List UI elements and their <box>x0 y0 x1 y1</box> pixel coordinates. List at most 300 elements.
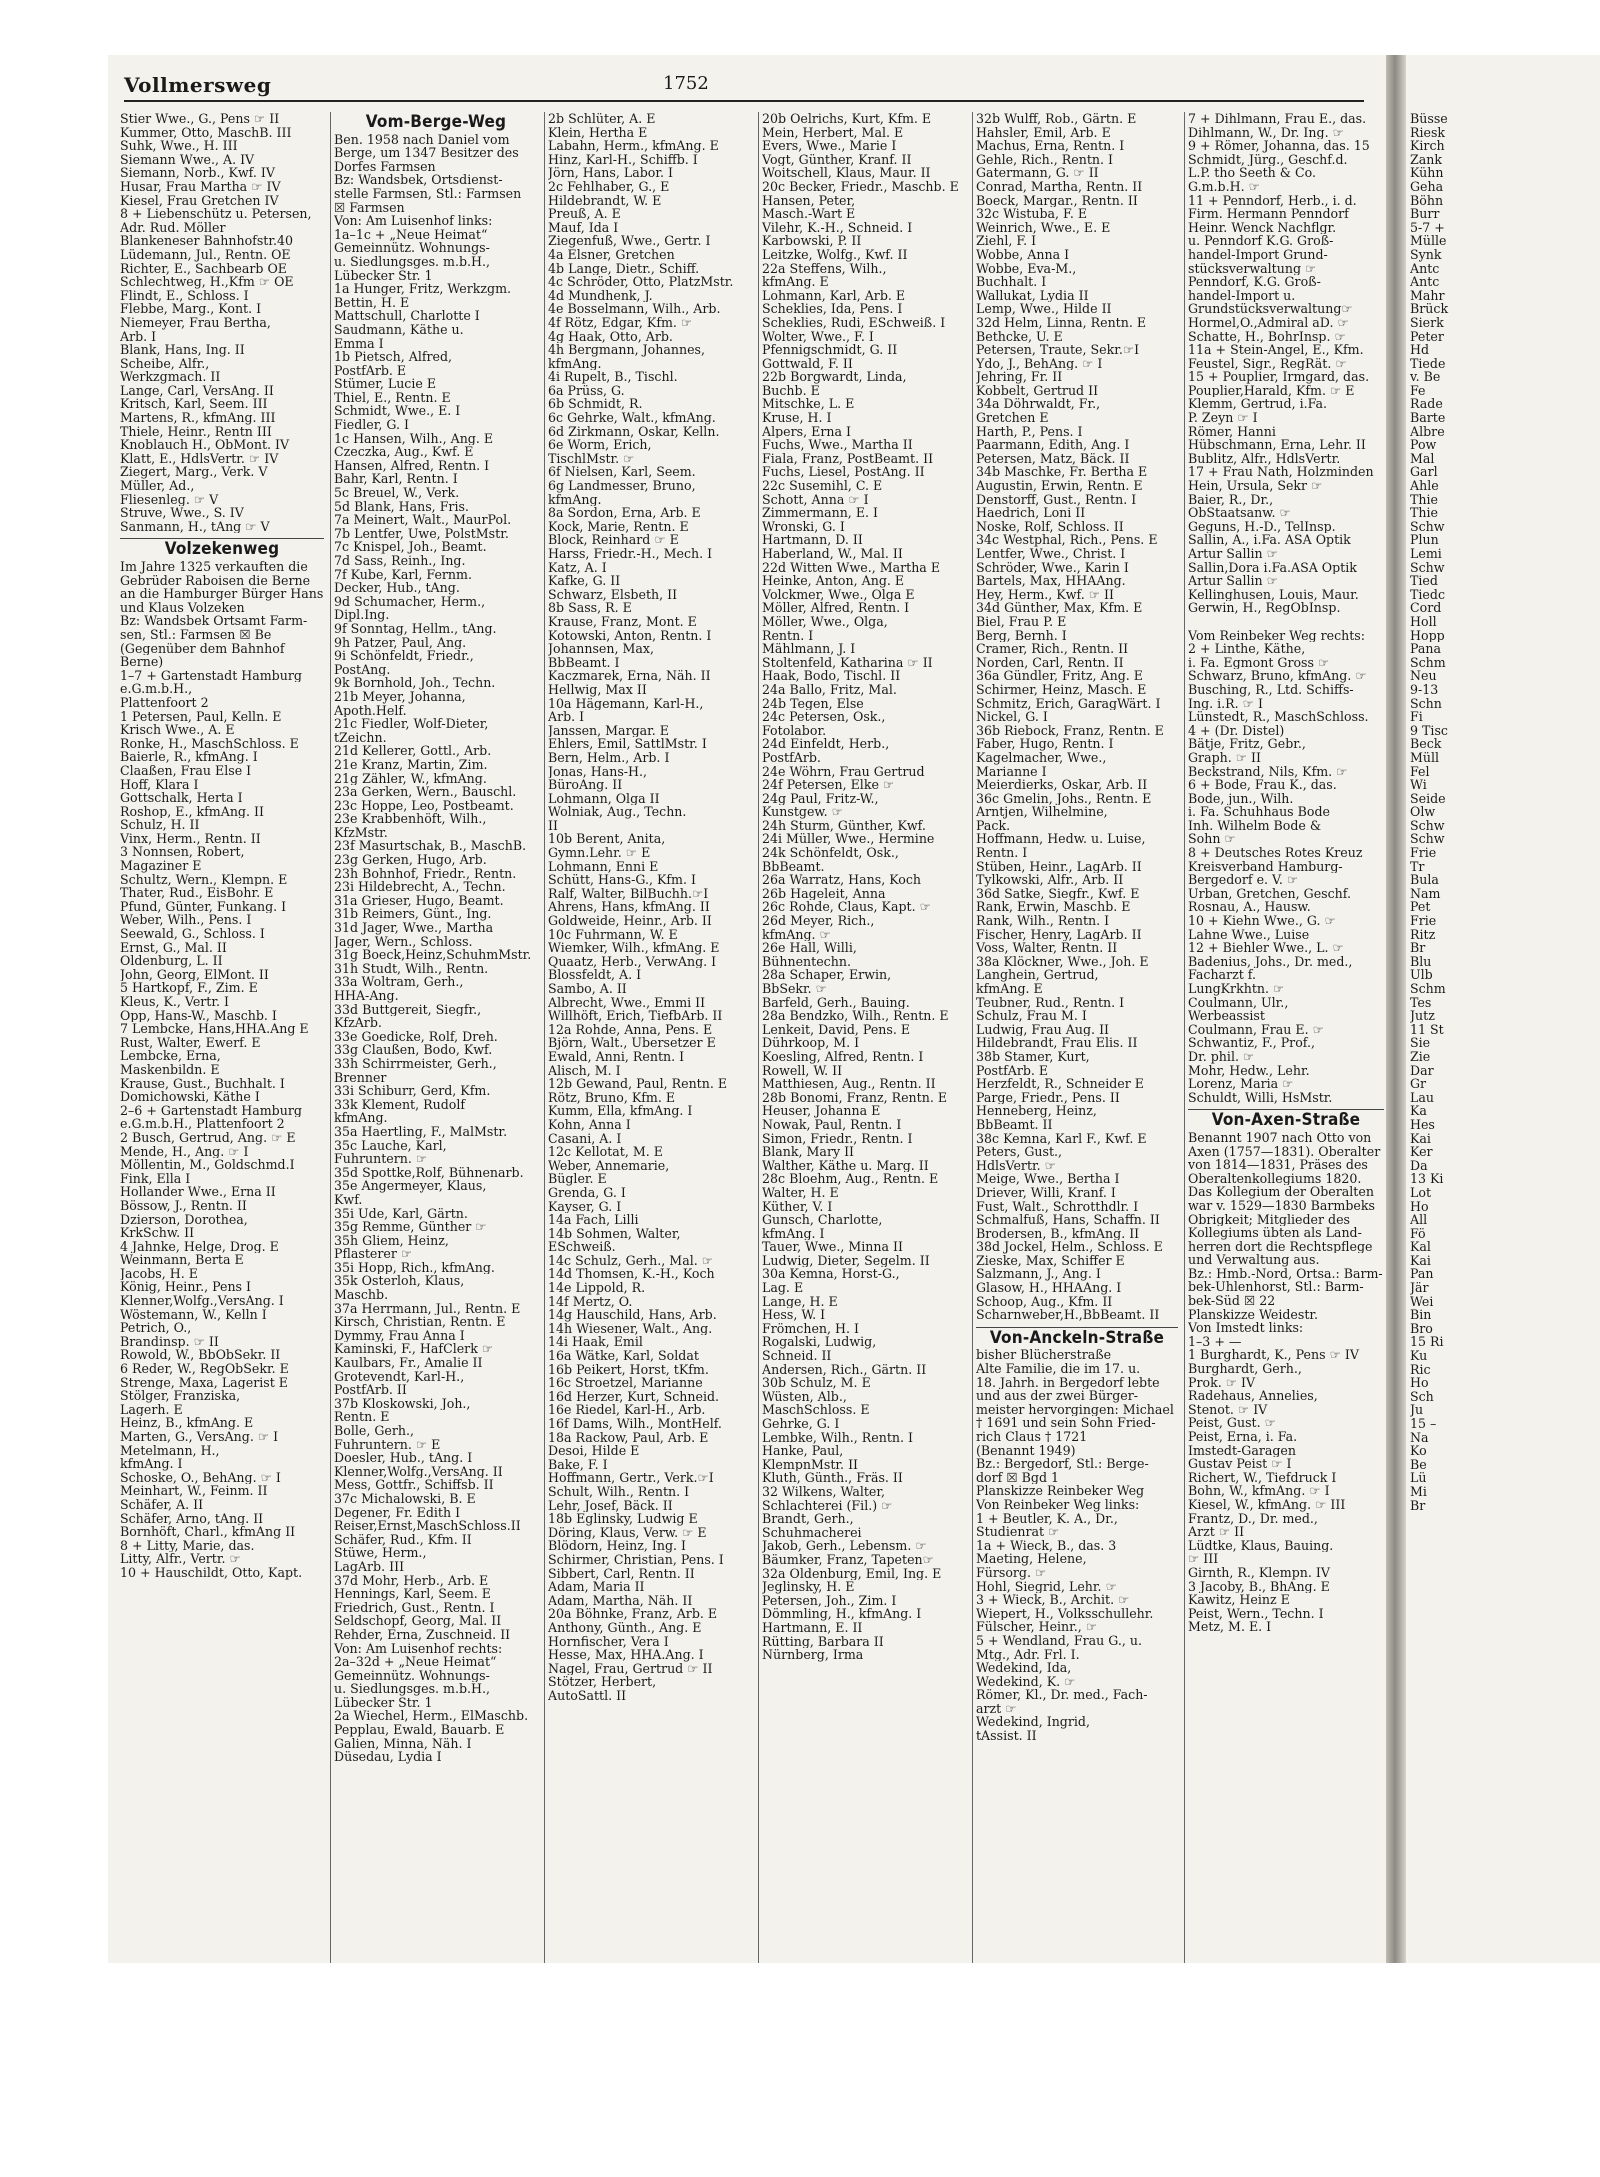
directory-entry: Hoff, Klara I <box>120 777 199 792</box>
directory-entry: Bäumker, Franz, Tapeten☞ <box>762 1552 934 1567</box>
directory-entry: 10 + Hauschildt, Otto, Kapt. <box>120 1565 303 1580</box>
directory-entry: Richert, W., Tiefdruck I <box>1188 1470 1337 1485</box>
directory-entry: Wi <box>1410 778 1427 792</box>
directory-entry: Nürnberg, Irma <box>762 1648 864 1662</box>
directory-entry: PostfArb. II <box>334 1383 407 1397</box>
directory-entry: Pow <box>1410 438 1437 452</box>
directory-entry: Fel <box>1410 764 1430 779</box>
directory-entry: Blank, Hans, Ing. II <box>120 343 245 357</box>
directory-entry: 6 Reder, W., RegObSekr. E <box>120 1362 289 1376</box>
directory-entry: Wolter, Wwe., F. I <box>762 329 874 344</box>
directory-entry: 1 Petersen, Paul, Kelln. E <box>120 709 282 724</box>
directory-entry: Goldweide, Heinr., Arb. II <box>548 914 712 928</box>
directory-entry: Opp, Hans-W., Maschb. I <box>120 1008 277 1023</box>
directory-entry: Kummer, Otto, MaschB. III <box>120 125 292 140</box>
directory-entry: Schn <box>1410 696 1442 711</box>
directory-entry: Arntjen, Wilhelmine, <box>976 805 1108 819</box>
directory-entry: 22a Steffens, Wilh., <box>762 261 887 276</box>
directory-entry: 24h Sturm, Günther, Kwf. <box>762 818 926 833</box>
directory-entry: 32a Oldenburg, Emil, Ing. E <box>762 1566 942 1581</box>
directory-entry: Adr. Rud. Möller <box>120 220 226 235</box>
directory-entry: Da <box>1410 1158 1428 1173</box>
directory-entry: Nagel, Frau, Gertrud ☞ II <box>548 1661 713 1676</box>
directory-entry: Brandt, Gerh., <box>762 1512 854 1526</box>
directory-entry: Rötz, Bruno, Kfm. E <box>548 1090 676 1105</box>
directory-entry: Wallukat, Lydia II <box>976 288 1089 303</box>
directory-entry: Lot <box>1410 1185 1432 1200</box>
directory-entry: Peist, Erna, i. Fa. <box>1188 1430 1298 1444</box>
directory-entry: Feustel, Sigr., RegRät. ☞ <box>1188 356 1347 371</box>
directory-entry: 35g Remme, Günther ☞ <box>334 1220 487 1234</box>
directory-entry: Koesling, Alfred, Rentn. I <box>762 1049 924 1064</box>
directory-entry: 1a–1c + „Neue Heimat“ <box>334 227 488 242</box>
directory-entry: Hes <box>1410 1117 1435 1132</box>
directory-entry: Oberaltenkollegiums 1820. <box>1188 1171 1362 1186</box>
directory-entry: Pana <box>1410 642 1442 656</box>
directory-entry: Müll <box>1410 750 1440 765</box>
directory-entry: Schw <box>1410 519 1445 534</box>
directory-entry: Bartels, Max, HHAAng. <box>976 574 1126 588</box>
directory-entry: Gehrke, G. I <box>762 1417 840 1431</box>
directory-entry: Dymmy, Frau Anna I <box>334 1328 465 1343</box>
directory-entry: Bätje, Fritz, Gebr., <box>1188 737 1306 751</box>
directory-entry: Klenner,Wolfg.,VersAng. I <box>120 1294 284 1308</box>
directory-entry: G.m.b.H. ☞ <box>1188 179 1260 194</box>
directory-entry: 1c Hansen, Wilh., Ang. E <box>334 431 494 446</box>
directory-entry: Siemann, Norb., Kwf. IV <box>120 166 275 180</box>
directory-entry: Sallin,Dora i.Fa.ASA Optik <box>1188 560 1357 575</box>
directory-entry: 5d Blank, Hans, Fris. <box>334 499 469 514</box>
directory-entry: 31a Grieser, Hugo, Beamt. <box>334 893 504 908</box>
street-heading: Volzekenweg <box>164 539 280 560</box>
directory-entry: 38d Jockel, Helm., Schloss. E <box>976 1240 1163 1254</box>
directory-entry: Ludwig, Frau Aug. II <box>976 1022 1110 1037</box>
directory-entry: Kollegiums übten als Land- <box>1188 1226 1362 1240</box>
directory-entry: TischlMstr. ☞ <box>548 451 635 466</box>
directory-entry: 26d Meyer, Rich., <box>762 914 875 928</box>
directory-entry: Na <box>1410 1430 1429 1445</box>
directory-entry: dorf ☒ Bgd 1 <box>976 1470 1060 1485</box>
directory-entry: 26a Warratz, Hans, Koch <box>762 873 922 887</box>
directory-entry: Sohn ☞ <box>1188 832 1236 847</box>
directory-entry: Nickel, G. I <box>976 710 1048 724</box>
column-divider <box>330 112 331 2002</box>
directory-entry: 16a Wätke, Karl, Soldat <box>548 1349 699 1363</box>
directory-entry: 37a Herrmann, Jul., Rentn. E <box>334 1301 521 1316</box>
directory-entry: Rentn. E <box>334 1410 390 1424</box>
directory-entry: 12b Gewand, Paul, Rentn. E <box>548 1077 728 1091</box>
directory-entry: 8a Sordon, Erna, Arb. E <box>548 506 701 520</box>
directory-entry: Brück <box>1410 302 1449 316</box>
directory-entry: 37b Kloskowski, Joh., <box>334 1396 471 1411</box>
directory-entry: König, Heinr., Pens I <box>120 1280 251 1295</box>
directory-entry: Arb. I <box>548 710 585 724</box>
directory-entry: Alisch, M. I <box>548 1063 621 1078</box>
directory-entry: Mess, Gottfr., Schiffsb. II <box>334 1478 494 1492</box>
directory-entry: Schulz, Frau M. I <box>976 1009 1087 1023</box>
directory-entry: Kiesel, Frau Gretchen IV <box>120 193 279 208</box>
directory-entry: Claaßen, Frau Else I <box>120 763 252 778</box>
directory-entry: Ernst, G., Mal. II <box>120 940 227 955</box>
directory-entry: 37c Michalowski, B. E <box>334 1491 476 1506</box>
directory-entry: Urban, Gretchen, Geschf. <box>1188 886 1352 901</box>
directory-entry: 9 Tisc <box>1410 723 1448 738</box>
directory-entry: Berg, Bernh. I <box>976 628 1067 643</box>
directory-entry: 35a Haertling, F., MalMstr. <box>334 1124 508 1139</box>
directory-entry: Gebrüder Raboisen die Berne <box>120 573 311 588</box>
directory-entry: Rade <box>1410 397 1443 412</box>
directory-entry: Walter, H. E <box>762 1185 839 1200</box>
directory-entry: Jeglinsky, H. E <box>762 1580 855 1594</box>
directory-entry: Lau <box>1410 1090 1434 1105</box>
directory-entry: Schlechtweg, H.,Kfm ☞ OE <box>120 275 294 289</box>
directory-entry: Mattschull, Charlotte I <box>334 309 480 323</box>
directory-entry: Meige, Wwe., Bertha I <box>976 1172 1120 1186</box>
directory-entry: PostfArb. E <box>334 363 407 378</box>
directory-entry: 1–3 + — <box>1188 1334 1242 1349</box>
directory-entry: Dihlmann, W., Dr. Ing. ☞ <box>1188 125 1344 140</box>
directory-entry: Düsedau, Lydia I <box>334 1750 442 1764</box>
directory-entry: Kreisverband Hamburg- <box>1188 859 1343 874</box>
directory-entry: Harss, Friedr.-H., Mech. I <box>548 547 713 561</box>
directory-entry: Heinr. Wenck Nachflgr. <box>1188 220 1337 235</box>
directory-entry: Wolniak, Aug., Techn. <box>548 805 687 819</box>
directory-entry: 22b Borgwardt, Linda, <box>762 370 907 384</box>
directory-entry: Lorenz, Maria ☞ <box>1188 1077 1294 1091</box>
directory-entry: 32b Wulff, Rob., Gärtn. E <box>976 112 1137 126</box>
directory-entry: Hohl, Siegrid, Lehr. ☞ <box>976 1579 1117 1594</box>
directory-entry: 24b Tegen, Else <box>762 696 864 711</box>
directory-entry: v. Be <box>1410 370 1441 384</box>
directory-entry: PostAng. <box>334 662 391 677</box>
directory-entry: BbSekr. ☞ <box>762 982 827 996</box>
directory-entry: BbBeamt. I <box>548 655 620 670</box>
directory-entry: 2b Schlüter, A. E <box>548 112 656 126</box>
directory-entry: 4c Schröder, Otto, PlatzMstr. <box>548 275 734 289</box>
directory-entry: Antc <box>1410 275 1440 289</box>
directory-entry: Hesse, Max, HHA.Ang. I <box>548 1648 704 1662</box>
directory-entry: MaschSchloss. E <box>762 1403 870 1417</box>
directory-entry: Fuhruntern. ☞ E <box>334 1437 441 1452</box>
directory-entry: Coulmann, Ulr., <box>1188 995 1289 1010</box>
directory-entry: 22c Susemihl, C. E <box>762 479 883 493</box>
directory-entry: Mahr <box>1410 288 1445 303</box>
directory-entry: 16e Riedel, Karl-H., Arb. <box>548 1403 706 1417</box>
directory-entry: Be <box>1410 1457 1427 1472</box>
directory-entry: 10a Hägemann, Karl-H., <box>548 696 704 711</box>
directory-entry: Fülscher, Heinr., ☞ <box>976 1620 1098 1634</box>
directory-entry: Rentn. I <box>762 628 814 643</box>
directory-entry: 6b Schmidt, R. <box>548 397 643 412</box>
directory-entry: 16c Stroetzel, Marianne <box>548 1376 703 1390</box>
directory-entry: Dipl.Ing. <box>334 608 390 622</box>
directory-entry: Schultz, Wern., Klempn. E <box>120 872 288 887</box>
directory-entry: Kritsch, Karl, Seem. III <box>120 397 268 412</box>
page-number: 1752 <box>663 73 709 94</box>
directory-entry: Mein, Herbert, Mal. E <box>762 125 904 140</box>
directory-entry: 2–6 + Gartenstadt Hamburg <box>120 1103 302 1118</box>
directory-entry: Schmidt, Jürg., Geschf.d. <box>1188 152 1348 167</box>
directory-entry: 18. Jahrh. in Bergedorf lebte <box>976 1375 1160 1390</box>
directory-entry: Bake, F. I <box>548 1457 608 1472</box>
directory-entry: Ralf, Walter, BilBuchh.☞I <box>548 886 709 901</box>
directory-entry: Rütting, Barbara II <box>762 1634 884 1649</box>
directory-entry: 8 + Deutsches Rotes Kreuz <box>1188 846 1363 860</box>
directory-entry: 21c Fiedler, Wolf-Dieter, <box>334 717 489 731</box>
directory-entry: Plattenfoort 2 <box>120 695 209 710</box>
directory-entry: 16b Peikert, Horst, tKfm. <box>548 1362 709 1377</box>
directory-entry: Ho <box>1410 1376 1429 1390</box>
directory-entry: Krause, Gust., Buchhalt. I <box>120 1076 285 1091</box>
directory-entry: Dömmling, H., kfmAng. I <box>762 1607 922 1621</box>
directory-entry: tAssist. II <box>976 1729 1037 1743</box>
directory-entry: Magaziner E <box>120 859 202 873</box>
directory-entry: 6e Worm, Erich, <box>548 438 652 452</box>
directory-entry: 24g Paul, Fritz-W., <box>762 791 879 806</box>
directory-entry: Wiepert, H., Volksschullehr. <box>976 1606 1154 1621</box>
directory-entry: Ziegert, Marg., Verk. V <box>120 465 268 480</box>
directory-entry: Kaminski, F., HafClerk ☞ <box>334 1342 494 1357</box>
directory-entry: Hartmann, D. II <box>762 533 863 547</box>
directory-entry: 14f Mertz, O. <box>548 1294 633 1309</box>
directory-entry: 31b Reimers, Günt., Ing. <box>334 907 492 922</box>
directory-entry: 15 Ri <box>1410 1335 1444 1350</box>
directory-entry: 24e Wöhrn, Frau Gertrud <box>762 764 925 779</box>
directory-entry: Gustav Peist ☞ I <box>1188 1457 1292 1471</box>
column-4 <box>762 112 966 2002</box>
directory-entry: 14d Thomsen, K.-H., Koch <box>548 1267 715 1282</box>
directory-entry: HdlsVertr. ☞ <box>976 1158 1056 1173</box>
directory-entry: Ho <box>1410 1199 1429 1214</box>
directory-entry: Fuchs, Wwe., Martha II <box>762 438 913 452</box>
directory-entry: Schwantiz, F., Prof., <box>1188 1036 1316 1050</box>
directory-entry: Fürsorg. ☞ <box>976 1565 1047 1580</box>
directory-entry: Schm <box>1410 655 1446 670</box>
directory-entry: Pack. <box>976 818 1011 833</box>
directory-entry: Tylkowski, Alfr., Arb. II <box>976 873 1124 887</box>
directory-entry: Wiemker, Wilh., kfmAng. E <box>548 941 720 955</box>
directory-entry: Anthony, Günth., Ang. E <box>548 1620 702 1635</box>
directory-entry: Neu <box>1410 669 1437 683</box>
directory-entry: Cramer, Rich., Rentn. II <box>976 642 1129 656</box>
directory-entry: Rust, Walter, Ewerf. E <box>120 1035 261 1050</box>
directory-entry: Driever, Willi, Kranf. I <box>976 1185 1116 1200</box>
directory-entry: 23i Hildebrecht, A., Techn. <box>334 880 506 894</box>
directory-entry: Ka <box>1410 1104 1427 1118</box>
directory-entry: Brodersen, B., kfmAng. II <box>976 1226 1140 1241</box>
directory-entry: 4a Elsner, Gretchen <box>548 247 675 262</box>
directory-entry: Lembke, Wilh., Rentn. I <box>762 1430 914 1445</box>
directory-entry: Artur Sallin ☞ <box>1188 574 1278 588</box>
directory-entry: Klein, Hertha E <box>548 125 648 140</box>
directory-entry: Möller, Wwe., Olga, <box>762 614 888 629</box>
directory-entry: Conrad, Martha, Rentn. II <box>976 179 1143 194</box>
directory-entry: Karbowski, P. II <box>762 234 862 248</box>
running-head: Vollmersweg <box>124 73 272 97</box>
directory-entry: 21g Zähler, W., kfmAng. <box>334 771 487 786</box>
directory-entry: Haedrich, Loni II <box>976 506 1086 520</box>
directory-entry: Bz: Wandsbek Ortsamt Farm- <box>120 614 308 628</box>
directory-entry: 14a Fach, Lilli <box>548 1213 639 1227</box>
directory-entry: Bz.: Hmb.-Nord, Ortsa.: Barm- <box>1188 1266 1383 1281</box>
directory-entry: Faber, Hugo, Rentn. I <box>976 737 1114 751</box>
directory-entry: Rentn. I <box>976 846 1028 860</box>
directory-entry: Wobbe, Anna I <box>976 247 1070 262</box>
directory-entry: Lagerh. E <box>120 1402 183 1417</box>
directory-entry: Sch <box>1410 1389 1434 1404</box>
directory-entry: Jär <box>1410 1281 1429 1295</box>
directory-entry: Harth, P., Pens. I <box>976 424 1083 439</box>
directory-entry: 28a Bendzko, Wilh., Rentn. E <box>762 1009 949 1023</box>
directory-entry: Blankeneser Bahnhofstr.40 <box>120 234 294 248</box>
directory-entry: Lü <box>1410 1471 1427 1485</box>
directory-entry: Hildebrandt, Frau Elis. II <box>976 1036 1138 1050</box>
column-6 <box>1188 112 1384 2002</box>
directory-entry: Kruse, H. I <box>762 411 832 425</box>
directory-entry: Metelmann, H., <box>120 1443 220 1458</box>
directory-entry: Galien, Minna, Näh. I <box>334 1736 472 1751</box>
directory-entry: Mende, H., Ang. ☞ I <box>120 1144 249 1159</box>
directory-entry: 35k Osterloh, Klaus, <box>334 1274 465 1289</box>
directory-entry: Friedrich, Gust., Rentn. I <box>334 1600 495 1615</box>
directory-entry: Gottwald, F. II <box>762 356 853 371</box>
directory-entry: 34c Westphal, Rich., Pens. E <box>976 533 1158 547</box>
directory-entry: Dührkoop, M. I <box>762 1036 860 1050</box>
directory-entry: Fust, Walt., Schrotthdlr. I <box>976 1199 1139 1214</box>
directory-entry: Johannsen, Max, <box>548 642 655 656</box>
directory-entry: Janssen, Margar. E <box>548 723 669 738</box>
directory-entry: Sallin, A., i.Fa. ASA Optik <box>1188 533 1351 547</box>
directory-entry: 20c Becker, Friedr., Maschb. E <box>762 179 959 194</box>
directory-entry: Reiser,Ernst,MaschSchloss.II <box>334 1519 521 1533</box>
directory-entry: Salzmann, J., Ang. I <box>976 1267 1101 1282</box>
directory-entry: i. Fa. Egmont Gross ☞ <box>1188 655 1330 670</box>
directory-entry: Kock, Marie, Rentn. E <box>548 519 689 534</box>
directory-entry: Lahne Wwe., Luise <box>1188 927 1310 942</box>
directory-entry: Petersen, Matz, Bäck. II <box>976 451 1130 466</box>
directory-entry: Dar <box>1410 1063 1434 1078</box>
directory-entry: 6a Prüss, G. <box>548 383 625 398</box>
directory-entry: Andersen, Rich., Gärtn. II <box>762 1362 927 1377</box>
directory-entry: Bern, Helm., Arb. I <box>548 750 670 765</box>
directory-entry: Klatt, E., HdlsVertr. ☞ IV <box>120 451 279 466</box>
column-divider <box>544 112 545 2002</box>
directory-entry: 2a Wiechel, Herm., ElMaschb. <box>334 1709 529 1724</box>
directory-entry: 11 + Penndorf, Herb., i. d. <box>1188 193 1357 208</box>
directory-entry: Dorfes Farmsen <box>334 159 436 174</box>
directory-entry: Petersen, Joh., Zim. I <box>762 1593 897 1608</box>
directory-entry: Albrecht, Wwe., Emmi II <box>548 995 706 1010</box>
directory-entry: 9d Schumacher, Herm., <box>334 594 486 609</box>
directory-entry: Bahr, Karl, Rentn. I <box>334 472 458 487</box>
directory-entry: Schlachterei (Fil.) ☞ <box>762 1498 893 1513</box>
directory-entry: Flebbe, Marg., Kont. I <box>120 302 262 316</box>
directory-entry: 23g Gerken, Hugo, Arb. <box>334 853 487 867</box>
directory-entry: Thiele, Heinr., Rentn III <box>120 424 272 439</box>
directory-entry: an die Hamburger Bürger Hans <box>120 587 324 601</box>
directory-entry: Haberland, W., Mal. II <box>762 547 903 561</box>
directory-entry: 10c Fuhrmann, W. E <box>548 927 678 942</box>
directory-entry: Bergedorf e. V. ☞ <box>1188 873 1299 887</box>
directory-entry: Weinmann, Berta E <box>120 1253 244 1267</box>
directory-entry: Maeting, Helene, <box>976 1552 1087 1566</box>
directory-entry: Im Jahre 1325 verkauften die <box>120 560 308 574</box>
directory-entry: Kellinghusen, Louis, Maur. <box>1188 587 1359 602</box>
directory-entry: Rehder, Erna, Zuschneid. II <box>334 1627 511 1642</box>
directory-entry: Von: Am Luisenhof rechts: <box>334 1641 503 1656</box>
directory-entry: Bublitz, Alfr., HdlsVertr. <box>1188 451 1341 466</box>
directory-entry: Vinx, Herm., Rentn. II <box>120 831 261 846</box>
directory-entry: Rogalski, Ludwig, <box>762 1335 877 1350</box>
directory-entry: 2 + Linthe, Käthe, <box>1188 642 1306 656</box>
directory-entry: 16f Dams, Wilh., MontHelf. <box>548 1417 722 1431</box>
directory-entry: Schneid. II <box>762 1349 832 1363</box>
directory-entry: Hein, Ursula, Sekr ☞ <box>1188 479 1323 493</box>
directory-entry: Bin <box>1410 1308 1432 1322</box>
directory-entry: 11 St <box>1410 1022 1444 1037</box>
directory-entry: Jutz <box>1410 1009 1435 1023</box>
directory-entry: 1b Pietsch, Alfred, <box>334 350 453 364</box>
directory-entry: Schmalfuß, Hans, Schaffn. II <box>976 1213 1160 1227</box>
directory-entry: Schröder, Wwe., Karin I <box>976 560 1129 575</box>
directory-entry: 16d Herzer, Kurt, Schneid. <box>548 1389 720 1404</box>
directory-entry: Fotolabor. <box>762 723 827 738</box>
directory-entry: Rosnau, A., Hausw. <box>1188 900 1311 915</box>
directory-entry: u. Penndorf K.G. Groß- <box>1188 234 1334 248</box>
column-1 <box>120 112 324 2002</box>
directory-entry: KlempnMstr. II <box>762 1457 859 1472</box>
directory-entry: war v. 1529—1830 Barmbeks <box>1188 1198 1375 1213</box>
directory-entry: 26c Rohde, Claus, Kapt. ☞ <box>762 900 931 915</box>
directory-entry: Gottschalk, Herta I <box>120 791 243 805</box>
directory-entry: 9 + Römer, Johanna, das. 15 <box>1188 139 1370 153</box>
directory-entry: Wedekind, K. ☞ <box>976 1674 1076 1689</box>
directory-entry: Schw <box>1410 818 1445 833</box>
directory-entry: kfmAng. <box>548 492 602 507</box>
directory-entry: KrkSchw. II <box>120 1226 195 1240</box>
directory-entry: Schult, Wilh., Rentn. I <box>548 1484 690 1499</box>
directory-entry: Woitschell, Klaus, Maur. II <box>762 166 931 180</box>
directory-entry: 2c Fehlhaber, G., E <box>548 179 670 194</box>
directory-entry: Penndorf, K.G. Groß- <box>1188 275 1321 289</box>
directory-entry: Grotevendt, Karl-H., <box>334 1369 465 1384</box>
directory-entry: Herzfeldt, R., Schneider E <box>976 1077 1144 1091</box>
directory-entry: Kaczmarek, Erna, Näh. II <box>548 669 711 683</box>
directory-entry: 36a Gündler, Fritz, Ang. E <box>976 669 1143 683</box>
directory-entry: Schw <box>1410 560 1445 575</box>
directory-entry: Von: Am Luisenhof links: <box>334 214 493 228</box>
directory-entry: Masch.-Wart E <box>762 207 856 221</box>
directory-entry: Blank, Mary II <box>762 1145 855 1159</box>
directory-entry: 28c Bloehm, Aug., Rentn. E <box>762 1172 939 1186</box>
directory-entry: Henneberg, Heinz, <box>976 1104 1097 1118</box>
directory-entry: Bz: Wandsbek, Ortsdienst- <box>334 173 503 187</box>
directory-entry: Kohn, Anna I <box>548 1117 631 1132</box>
directory-entry: Kai <box>1410 1131 1431 1146</box>
directory-entry: Lenkeit, David, Pens. E <box>762 1022 911 1037</box>
directory-entry: Wobbe, Eva-M., <box>976 261 1077 276</box>
directory-entry: Gerwin, H., RegObInsp. <box>1188 601 1341 615</box>
directory-entry: Kiesel, W., kfmAng. ☞ III <box>1188 1497 1346 1512</box>
directory-entry: Schmidt, Wwe., E. I <box>334 404 461 419</box>
directory-entry: Pfund, Günter, Funkang. I <box>120 899 287 914</box>
directory-entry: Peters, Gust., <box>976 1145 1063 1159</box>
directory-entry: Küther, V. I <box>762 1199 833 1214</box>
directory-entry: Ric <box>1410 1362 1431 1377</box>
directory-entry: Mal <box>1410 451 1435 466</box>
directory-entry: Kayser, G. I <box>548 1199 622 1214</box>
directory-entry: Lüdtke, Klaus, Bauing. <box>1188 1538 1334 1553</box>
